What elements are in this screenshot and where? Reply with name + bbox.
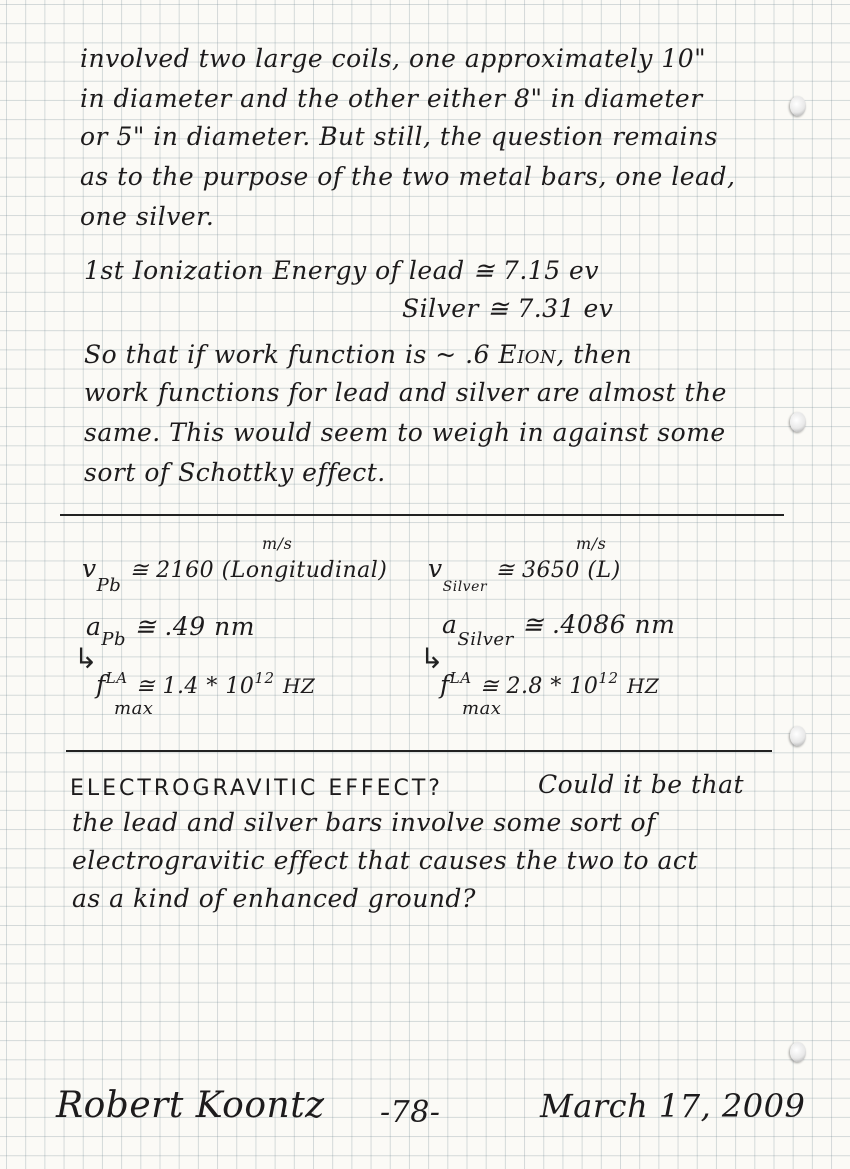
pb-f-value: ≅ 1.4 * 10: [136, 674, 255, 699]
pb-a-value: ≅ .49 nm: [134, 612, 255, 641]
silver-f-exponent: 12: [598, 669, 619, 687]
then-text: , then: [556, 340, 633, 369]
work-function-text: So that if work function is ~ .6 E: [84, 340, 518, 369]
silver-a-subscript: Silver: [457, 629, 514, 650]
paragraph2-line-3: same. This would seem to weigh in against some: [84, 418, 726, 447]
binder-hole-2: [790, 412, 806, 432]
silver-velocity-unit: m/s: [576, 534, 607, 553]
ionization-lead: 1st Ionization Energy of lead ≅ 7.15 ev: [84, 256, 599, 285]
page-number: -78-: [380, 1095, 441, 1130]
signature: Robert Koontz: [56, 1085, 325, 1126]
pb-f-exponent: 12: [254, 669, 275, 687]
silver-f-subscript: max: [462, 698, 502, 719]
silver-frequency: [440, 669, 660, 699]
silver-f-superscript: LA: [449, 669, 472, 687]
silver-a-value: ≅ .4086 nm: [522, 610, 676, 639]
pb-v-value: ≅ 2160 (Longitudinal): [129, 558, 388, 583]
paragraph3-line-3: electrogravitic effect that causes the two to act: [72, 846, 698, 875]
pb-v-symbol: v: [82, 554, 97, 583]
binder-hole-1: [790, 96, 806, 116]
paragraph2-line-1: [84, 342, 632, 367]
electrogravitic-heading: ELECTROGRAVITIC EFFECT?: [70, 776, 443, 801]
silver-f-unit: HZ: [626, 674, 660, 698]
paragraph3-line-4: as a kind of enhanced ground?: [72, 884, 476, 913]
paragraph3-line-2: the lead and silver bars involve some sort of: [72, 808, 656, 837]
pb-arrow-icon: ↳: [74, 642, 98, 675]
divider-1: [60, 514, 784, 516]
binder-hole-3: [790, 726, 806, 746]
page-date: March 17, 2009: [540, 1087, 806, 1125]
silver-f-value: ≅ 2.8 * 10: [480, 674, 599, 699]
paragraph1-line-3: or 5" in diameter. But still, the question remains: [80, 122, 718, 151]
pb-velocity-unit: m/s: [262, 534, 293, 553]
pb-velocity: [82, 554, 388, 596]
pb-f-symbol: f: [96, 670, 106, 699]
paragraph2-line-2: work functions for lead and silver are almost the: [84, 378, 727, 407]
pb-frequency: [96, 669, 316, 699]
ionization-silver: Silver ≅ 7.31 ev: [402, 294, 614, 323]
silver-lattice: [442, 610, 676, 650]
silver-v-subscript: Silver: [442, 579, 488, 595]
pb-a-symbol: a: [86, 612, 102, 641]
pb-lattice: [86, 612, 255, 650]
paragraph1-line-4: as to the purpose of the two metal bars, one lead,: [80, 162, 736, 191]
pb-v-subscript: Pb: [96, 575, 122, 596]
divider-2: [66, 750, 772, 752]
ion-subscript: ION: [517, 347, 557, 368]
pb-a-subscript: Pb: [101, 629, 127, 650]
silver-arrow-icon: ↳: [420, 642, 444, 675]
paragraph3-line-1-rest: Could it be that: [538, 770, 745, 799]
silver-v-symbol: v: [428, 554, 443, 583]
paragraph1-line-1: involved two large coils, one approximately 10": [80, 44, 707, 73]
silver-v-value: ≅ 3650 (L): [495, 558, 621, 583]
silver-f-symbol: f: [440, 670, 450, 699]
paragraph2-line-4: sort of Schottky effect.: [84, 458, 386, 487]
silver-velocity: [428, 554, 621, 595]
pb-f-unit: HZ: [282, 674, 316, 698]
binder-hole-4: [790, 1042, 806, 1062]
silver-a-symbol: a: [442, 610, 458, 639]
pb-f-superscript: LA: [105, 669, 128, 687]
paragraph1-line-5: one silver.: [80, 202, 215, 231]
pb-f-subscript: max: [114, 698, 154, 719]
paragraph1-line-2: in diameter and the other either 8" in diameter: [80, 84, 703, 113]
